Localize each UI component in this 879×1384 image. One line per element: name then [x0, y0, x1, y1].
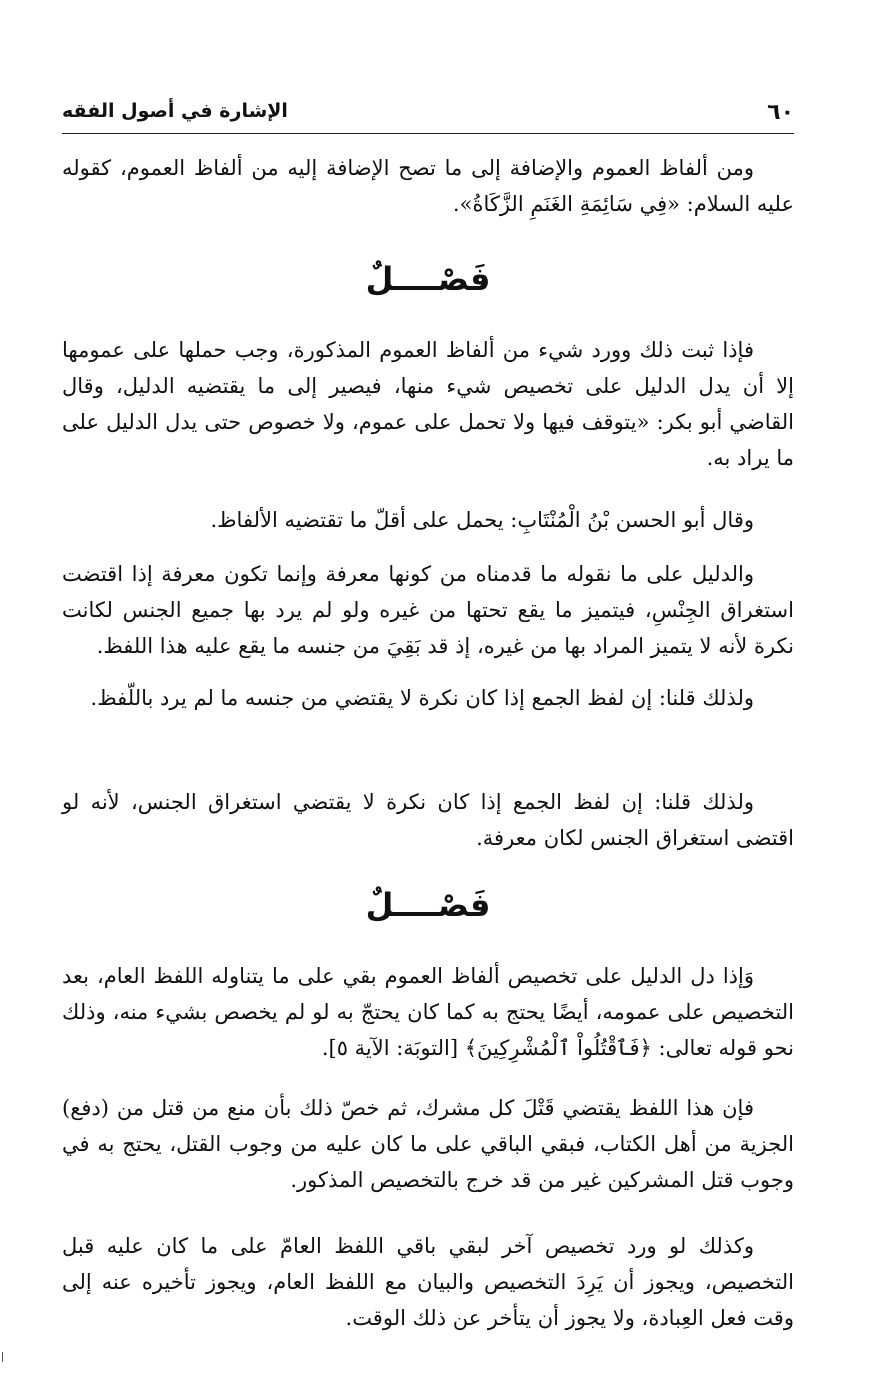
paragraph-1: ومن ألفاظ العموم والإضافة إلى ما تصح الإضافة إليه من ألفاظ العموم، كقوله عليه السلام: «فِي سَائِمَةِ الغَنَمِ الزَّكَاةُ».	[62, 156, 794, 216]
paragraph-6: ولذلك قلنا: إن لفظ الجمع إذا كان نكرة لا يقتضي استغراق الجنس، لأنه لو اقتضى استغراق الجنس لكان معرفة.	[62, 790, 794, 850]
paragraph-4: والدليل على ما نقوله ما قدمناه من كونها معرفة وإنما تكون معرفة إذا اقتضت استغراق الجِنْسِ، فيتميز ما يقع تحتها من غيره ولو لم يرد بها جميع الجنس لكانت نكرة لأنه لا يتميز المراد بها من غيره، إذ قد بَقِيَ من جنسه ما يقع عليه هذا اللفظ.	[62, 562, 794, 658]
page-body	[62, 150, 794, 1342]
paragraph-2: فإذا ثبت ذلك وورد شيء من ألفاظ العموم المذكورة، وجب حملها على عمومها إلا أن يدل الدليل على تخصيص شيء منها، فيصير إلى ما يقتضيه الدليل، وقال القاضي أبو بكر: «يتوقف فيها ولا تحمل على عموم، ولا خصوص حتى يدل الدليل على ما يراد به.	[62, 338, 794, 470]
header-divider	[62, 133, 794, 134]
paragraph-3: وقال أبو الحسن بْنُ الْمُنْتَابِ: يحمل على أقلّ ما تقتضيه الألفاظ.	[210, 508, 754, 532]
page-number: ٦٠	[767, 100, 794, 125]
paragraph-9: وكذلك لو ورد تخصيص آخر لبقي باقي اللفظ العامّ على ما كان عليه قبل التخصيص، ويجوز أن يَرِدَ التخصيص والبيان مع اللفظ العام، ويجوز تأخيره عنه إلى وقت فعل العِبادة، ولا يجوز أن يتأخر عن ذلك الوقت.	[62, 1234, 794, 1330]
section-heading-1: فَصْــــلٌ	[365, 260, 491, 298]
margin-mark	[2, 1352, 7, 1362]
paragraph-7: وَإذا دل الدليل على تخصيص ألفاظ العموم بقي على ما يتناوله اللفظ العام، بعد التخصيص على عمومه، أيضًا يحتج به كما كان يحتجّ به لو لم يخصص بشيء منه، وذلك نحو قوله تعالى: ﴿فَٱقْتُلُواْ ٱلْمُشْرِكِينَ﴾ [التوبَة: الآية ٥].	[62, 964, 794, 1060]
paragraph-8: فإن هذا اللفظ يقتضي قَتْلَ كل مشرك، ثم خصّ ذلك بأن منع من قتل من (دفع) الجزية من أهل الكتاب، فبقي الباقي على ما كان عليه من وجوب القتل، يحتج به في وجوب قتل المشركين غير من قد خرج بالتخصيص المذكور.	[62, 1096, 794, 1192]
paragraph-5: ولذلك قلنا: إن لفظ الجمع إذا كان نكرة لا يقتضي من جنسه ما لم يرد باللّفظ.	[90, 686, 754, 710]
page-header	[62, 96, 794, 130]
book-title: الإشارة في أصول الفقه	[62, 100, 288, 122]
section-heading-2: فَصْــــلٌ	[365, 886, 491, 924]
